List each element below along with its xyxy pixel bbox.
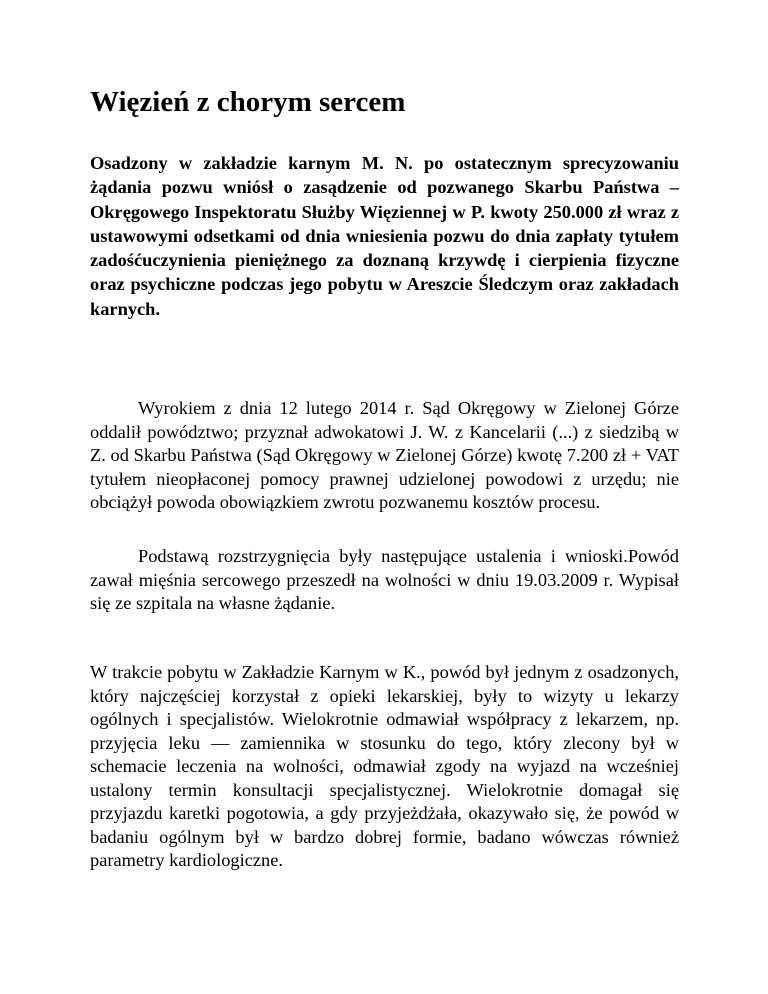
paragraph-judgment: Wyrokiem z dnia 12 lutego 2014 r. Sąd Okręgowy w Zielonej Górze oddalił powództwo; przyznał adwokatowi J. W. z Kancelarii (...) z siedzibą w Z. od Skarbu Państwa (Sąd Okręgowy w Zielonej Górze) kwotę 7.200 zł + VAT tytułem nieopłaconej pomocy prawnej udzielonej powodowi z urzędu; nie obciążył powoda obowiązkiem zwrotu pozwanemu kosztów procesu. xyxy=(90,398,679,512)
lead-paragraph: Osadzony w zakładzie karnym M. N. po ostatecznym sprecyzowaniu żądania pozwu wniósł o zasądzenie od pozwanego Skarbu Państwa – Okręgowego Inspektoratu Służby Więziennej w P. kwoty 250.000 zł wraz z ustawowymi odsetkami od dnia wniesienia pozwu do dnia zapłaty tytułem zadośćuczynienia pieniężnego za doznaną krzywdę i cierpienia fizyczne oraz psychiczne podczas jego pobytu w Areszcie Śledczym oraz zakładach karnych. xyxy=(90,153,679,319)
paragraph-grounds: Podstawą rozstrzygnięcia były następujące ustalenia i wnioski.Powód zawał mięśnia sercowego przeszedł na wolności w dniu 19.03.2009 r. Wypisał się ze szpitala na własne żądanie. xyxy=(90,546,679,613)
document-title: Więzień z chorym sercem xyxy=(90,86,406,118)
paragraph-prison-stay: W trakcie pobytu w Zakładzie Karnym w K., powód był jednym z osadzonych, który najczęściej korzystał z opieki lekarskiej, były to wizyty u lekarzy ogólnych i specjalistów. Wielokrotnie odmawiał współpracy z lekarzem, np. przyjęcia leku — zamiennika w stosunku do tego, który zlecony był w schemacie leczenia na wolności, odmawiał zgody na wyjazd na wcześniej ustalony termin konsultacji specjalistycznej. Wielokrotnie domagał się przyjazdu karetki pogotowia, a gdy przyjeżdżała, okazywało się, że powód w badaniu ogólnym był w bardzo dobrej formie, badano wówczas również parametry kardiologiczne. xyxy=(90,662,679,870)
